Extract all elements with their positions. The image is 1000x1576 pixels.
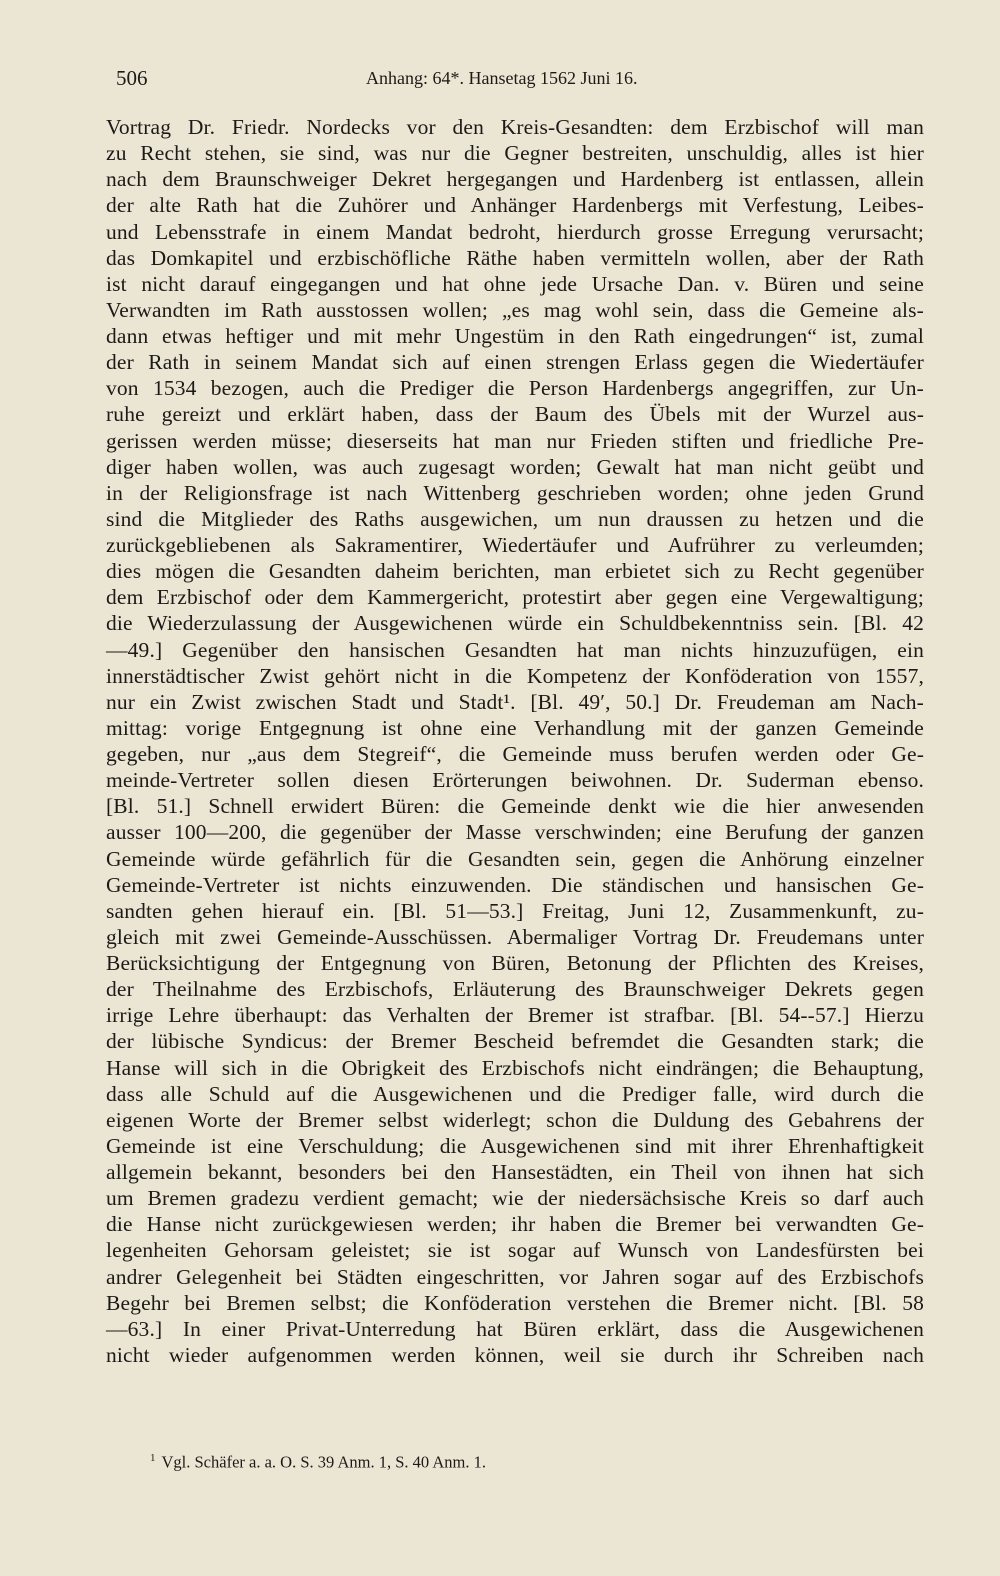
page-number: 506 [116, 66, 148, 90]
text-line: die Hanse nicht zurückgewiesen werden; ihr haben die Bremer bei verwandten Ge- [106, 1212, 924, 1237]
text-line: Gemeinde ist eine Verschuldung; die Ausgewichenen sind mit ihrer Ehrenhaftigkeit [106, 1133, 924, 1158]
text-line: ausser 100—200, die gegenüber der Masse verschwinden; eine Berufung der ganzen [106, 820, 924, 845]
text-line: meinde-Vertreter sollen diesen Erörterungen beiwohnen. Dr. Suderman ebenso. [106, 768, 924, 793]
text-line: Begehr bei Bremen selbst; die Konföderation verstehen die Bremer nicht. [Bl. 58 [106, 1290, 924, 1315]
text-line: andrer Gelegenheit bei Städten eingeschritten, vor Jahren sogar auf des Erzbischofs [106, 1264, 924, 1289]
text-line: [Bl. 51.] Schnell erwidert Büren: die Gemeinde denkt wie die hier anwesenden [106, 794, 924, 819]
running-head: Anhang: 64*. Hansetag 1562 Juni 16. [366, 68, 638, 88]
text-line: das Domkapitel und erzbischöfliche Räthe haben vermitteln wollen, aber der Rath [106, 245, 924, 270]
text-line: ruhe gereizt und erklärt haben, dass der Baum des Übels mit der Wurzel aus- [106, 402, 924, 427]
text-line: nach dem Braunschweiger Dekret hergegangen und Hardenberg ist entlassen, allein [106, 167, 924, 192]
text-line: gleich mit zwei Gemeinde-Ausschüssen. Abermaliger Vortrag Dr. Freudemans unter [106, 924, 924, 949]
text-line: der Theilnahme des Erzbischofs, Erläuterung des Braunschweiger Dekrets gegen [106, 977, 924, 1002]
text-line: in der Religionsfrage ist nach Wittenberg geschrieben worden; ohne jeden Grund [106, 480, 924, 505]
text-line: eigenen Worte der Bremer selbst widerlegt; schon die Duldung des Gebahrens der [106, 1107, 924, 1132]
text-line: allgemein bekannt, besonders bei den Hansestädten, ein Theil von ihnen hat sich [106, 1160, 924, 1184]
text-line: dies mögen die Gesandten daheim berichten, man erbietet sich zu Recht gegenüber [106, 559, 924, 584]
main-text-block [106, 114, 924, 1368]
footnote-text: Vgl. Schäfer a. a. O. S. 39 Anm. 1, S. 40 Anm. 1. [161, 1452, 486, 1472]
page-header [116, 66, 928, 96]
text-line: dann etwas heftiger und mit mehr Ungestüm in den Rath eingedrungen“ ist, zumal [106, 324, 924, 348]
text-line: irrige Lehre überhaupt: das Verhalten der Bremer ist strafbar. [Bl. 54--57.] Hierzu [106, 1003, 924, 1028]
text-line: die Wiederzulassung der Ausgewichenen würde ein Schuldbekenntniss sein. [Bl. 42 [106, 611, 924, 636]
text-line: —63.] In einer Privat-Unterredung hat Büren erklärt, dass die Ausgewichenen [106, 1316, 924, 1341]
text-line: und Lebensstrafe in einem Mandat bedroht, hierdurch grosse Erregung verursacht; [106, 219, 924, 244]
text-line: der lübische Syndicus: der Bremer Bescheid befremdet die Gesandten stark; die [106, 1029, 924, 1054]
text-line: von 1534 bezogen, auch die Prediger die Person Hardenbergs angegriffen, zur Un- [106, 376, 924, 401]
text-line: Vortrag Dr. Friedr. Nordecks vor den Kreis-Gesandten: dem Erzbischof will man [106, 115, 924, 139]
text-line: Verwandten im Rath ausstossen wollen; „es mag wohl sein, dass die Gemeine als- [106, 297, 924, 322]
text-line: um Bremen gradezu verdient gemacht; wie der niedersächsische Kreis so darf auch [106, 1186, 924, 1211]
text-line: Hanse will sich in die Obrigkeit des Erzbischofs nicht eindrängen; die Behauptung, [106, 1055, 924, 1080]
text-line: nicht wieder aufgenommen werden können, weil sie durch ihr Schreiben nach [106, 1342, 924, 1367]
text-line: der Rath in seinem Mandat sich auf einen strengen Erlass gegen die Wiedertäufer [106, 350, 924, 375]
footnote-marker: 1 [150, 1452, 156, 1464]
text-line: sind die Mitglieder des Raths ausgewichen, um nun draussen zu hetzen und die [106, 506, 924, 531]
text-line: —49.] Gegenüber den hansischen Gesandten hat man nichts hinzuzufügen, ein [106, 637, 924, 662]
text-line: zu Recht stehen, sie sind, was nur die Gegner bestreiten, unschuldig, alles ist hier [106, 141, 924, 166]
text-line: diger haben wollen, was auch zugesagt worden; Gewalt hat man nicht geübt und [106, 454, 924, 479]
text-line: innerstädtischer Zwist gehört nicht in die Kompetenz der Konföderation von 1557, [106, 663, 924, 688]
text-line: gerissen werden müsse; dieserseits hat man nur Frieden stiften und friedliche Pre- [106, 428, 924, 453]
text-line: Berücksichtigung der Entgegnung von Büren, Betonung der Pflichten des Kreises, [106, 951, 924, 975]
text-line: Gemeinde-Vertreter ist nichts einzuwenden. Die ständischen und hansischen Ge- [106, 872, 924, 897]
text-line: mittag: vorige Entgegnung ist ohne eine Verhandlung mit der ganzen Gemeinde [106, 715, 924, 740]
text-line: sandten gehen hierauf ein. [Bl. 51—53.] Freitag, Juni 12, Zusammenkunft, zu- [106, 898, 924, 923]
text-line: nur ein Zwist zwischen Stadt und Stadt¹. [Bl. 49′, 50.] Dr. Freudeman am Nach- [106, 689, 924, 714]
footnote [150, 1452, 486, 1473]
text-line: gegeben, nur „aus dem Stegreif“, die Gemeinde muss berufen werden oder Ge- [106, 742, 924, 766]
text-line: dass alle Schuld auf die Ausgewichenen und die Prediger falle, wird durch die [106, 1081, 924, 1106]
text-line: legenheiten Gehorsam geleistet; sie ist sogar auf Wunsch von Landesfürsten bei [106, 1238, 924, 1263]
text-line: der alte Rath hat die Zuhörer und Anhänger Hardenbergs mit Verfestung, Leibes- [106, 193, 924, 218]
text-line: dem Erzbischof oder dem Kammergericht, protestirt aber gegen eine Vergewaltigung; [106, 585, 924, 610]
text-line: zurückgebliebenen als Sakramentirer, Wiedertäufer und Aufrührer zu verleumden; [106, 533, 924, 557]
text-line: Gemeinde würde gefährlich für die Gesandten sein, gegen die Anhörung einzelner [106, 846, 924, 871]
text-line: ist nicht darauf eingegangen und hat ohne jede Ursache Dan. v. Büren und seine [106, 271, 924, 296]
